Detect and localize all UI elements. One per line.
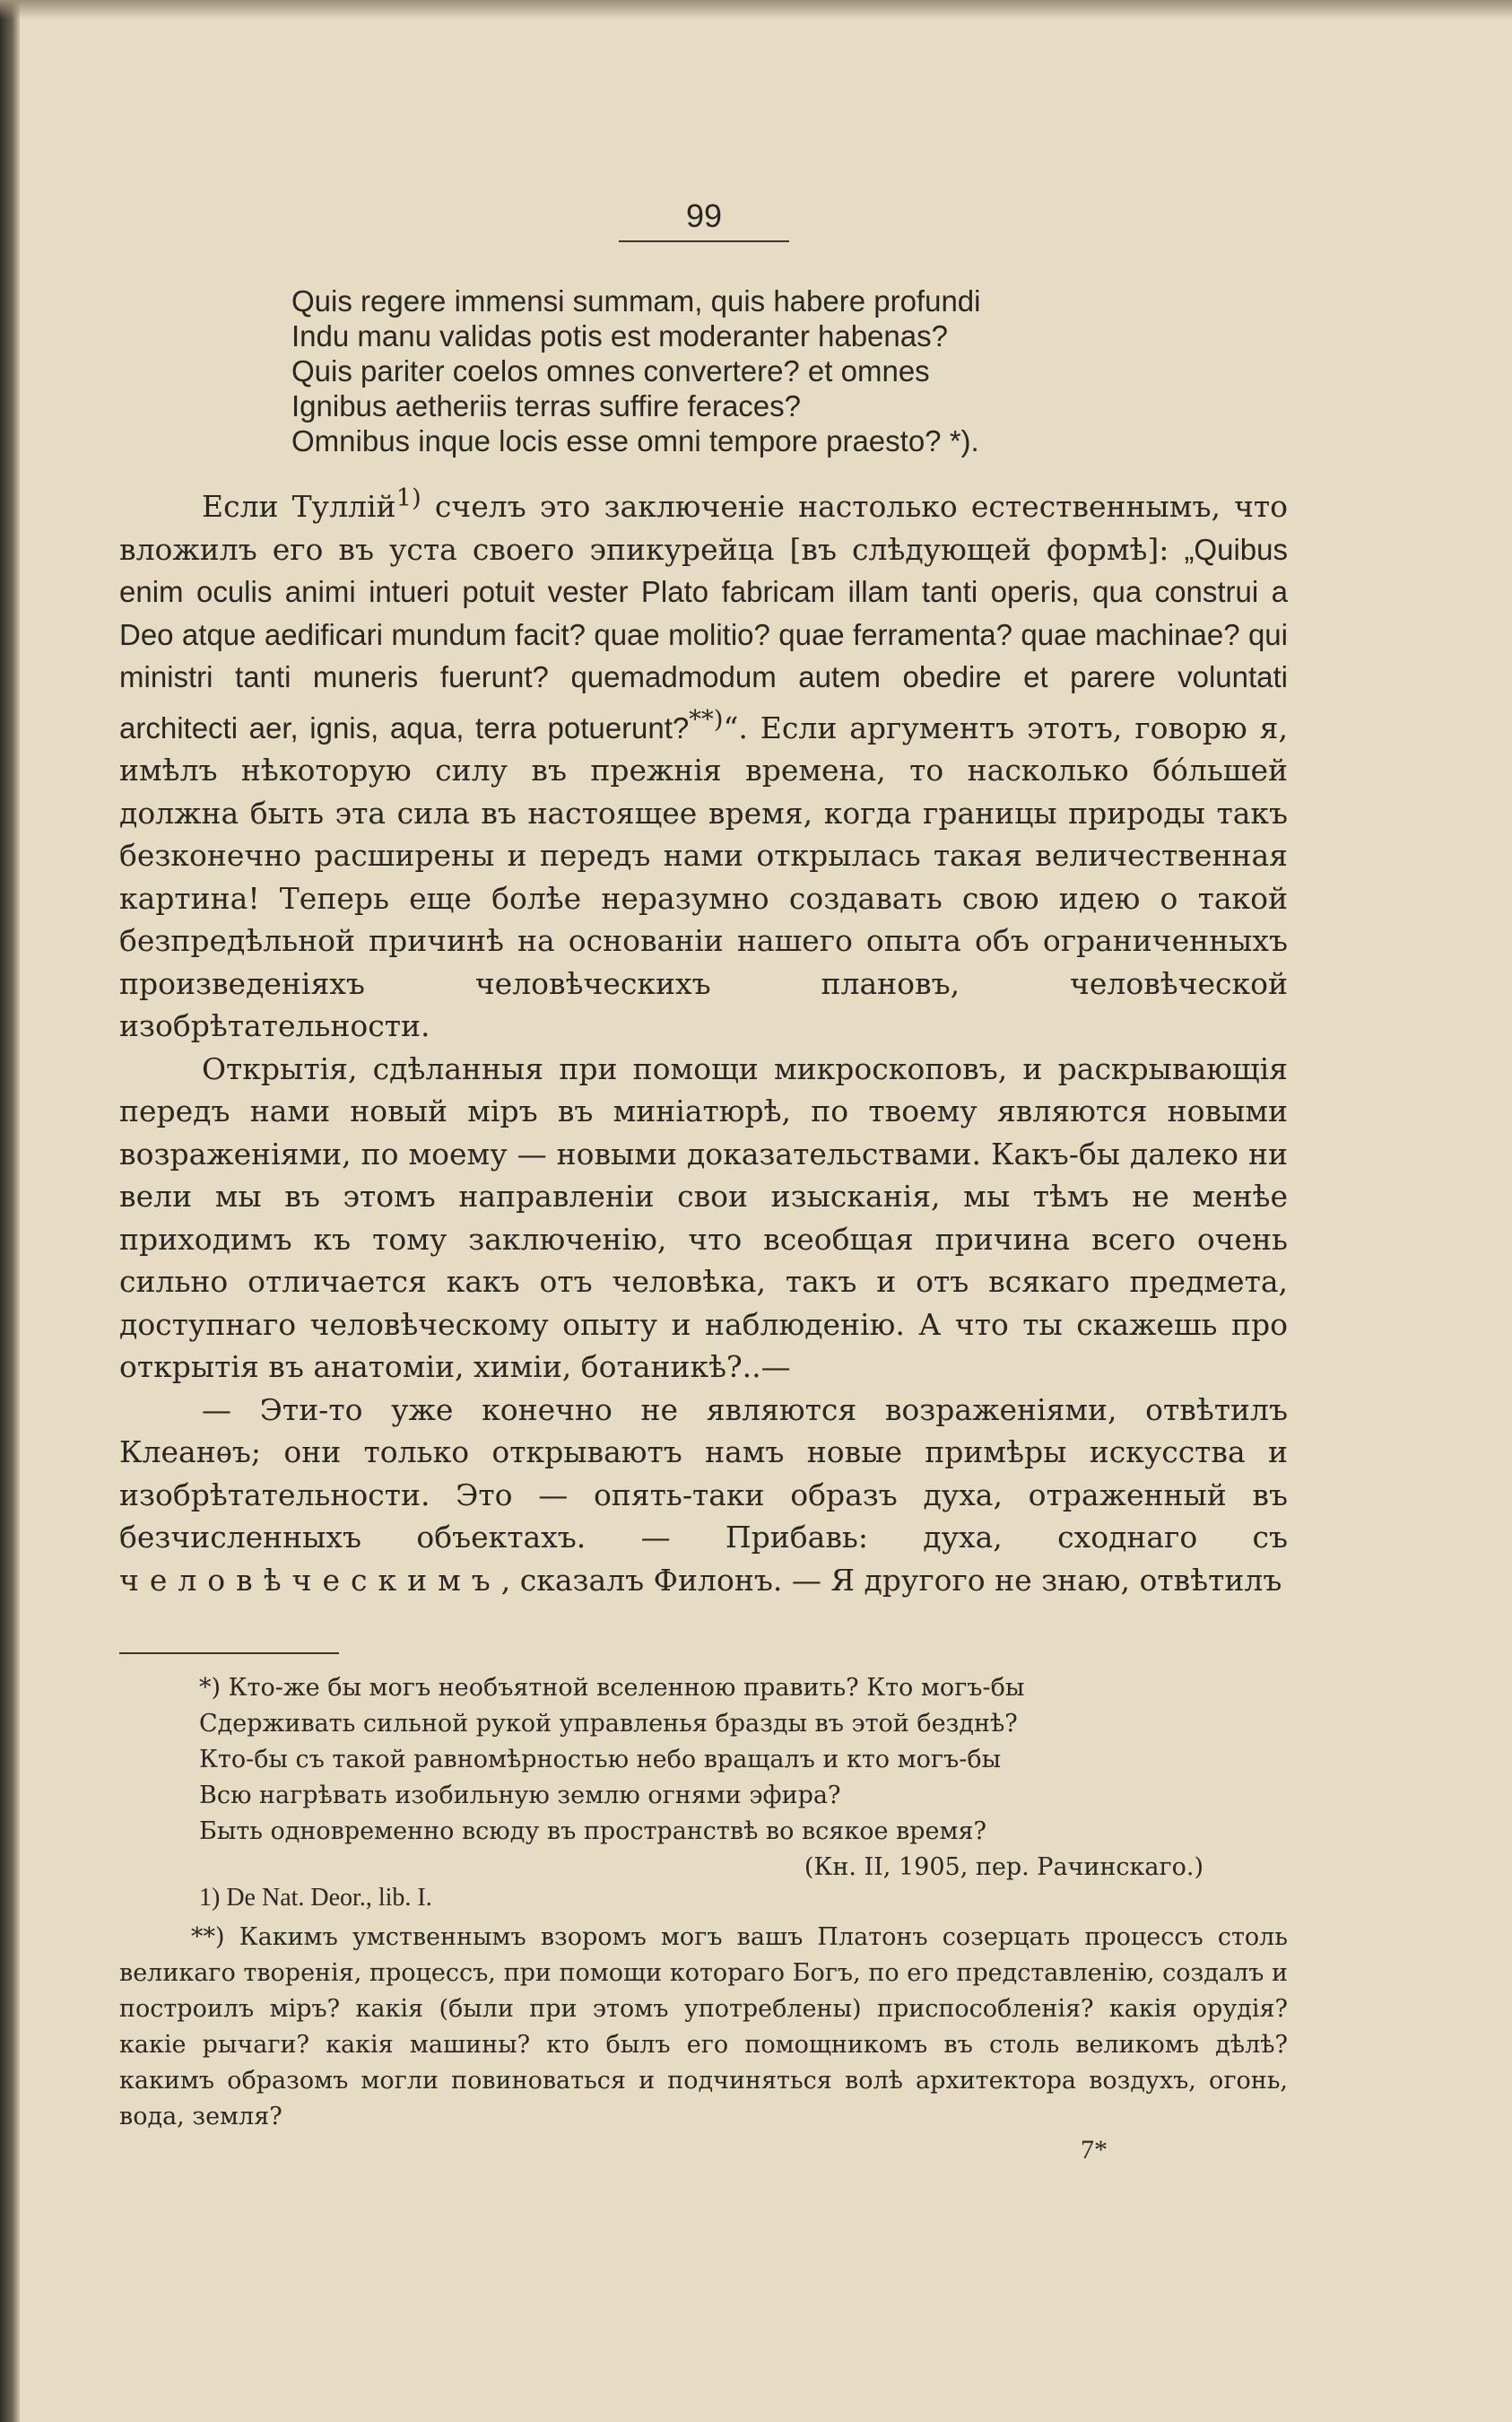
footnote-verse-line: Кто-бы съ такой равномѣрностью небо вращалъ и кто могъ-бы xyxy=(199,1746,1002,1773)
paragraph: Открытія, сдѣланныя при помощи микроскоповъ, и раскрывающія передъ нами новый міръ въ миніатюрѣ, по твоему являются новыми возраженіями, по моему — новыми доказательствами. Какъ-бы далеко ни вели мы въ этомъ направленіи свои изысканія, мы тѣмъ не менѣе приходимъ къ тому заключенію, что всеобщая причина всего очень сильно отличается какъ отъ человѣка, такъ и отъ всякаго предмета, доступнаго человѣческому опыту и наблюденію. А что ты скажешь про открытія въ анатоміи, химіи, ботаникѣ?..— xyxy=(119,1050,1288,1384)
verse-line: Omnibus inque locis esse omni tempore praesto? *). xyxy=(291,424,979,457)
verse-line: Quis regere immensi summam, quis habere profundi xyxy=(291,284,981,318)
footnote-prose xyxy=(119,1920,1288,2135)
verse-line: Ignibus aetheriis terras suffire feraces? xyxy=(291,389,802,423)
paragraph xyxy=(119,1389,1288,1602)
footnote-reference: 1) De Nat. Deor., lib. I. xyxy=(199,1884,432,1912)
signature-mark: 7* xyxy=(1081,2135,1108,2165)
body-text xyxy=(119,477,1288,1601)
latin-verse xyxy=(291,283,1188,458)
paragraph-text: Если Туллій xyxy=(202,489,396,524)
footnote-marker: **) xyxy=(689,704,724,734)
footnote-paragraph: **) Какимъ умственнымъ взоромъ могъ вашъ Платонъ созерцать процессъ столь великаго творенія, процессъ, при помощи котораго Богъ, по его представленію, создалъ и построилъ міръ? какія (были при этомъ употреблены) приспособленія? какія орудія? какіе рычаги? какія машины? кто былъ его помощникомъ въ столь великомъ дѣлѣ? какимъ образомъ могли повиноваться и подчиняться волѣ архитектора воздухъ, огонь, вода, земля? xyxy=(119,1923,1288,2130)
footnote-verse-line: Быть одновременно всюду въ пространствѣ во всякое время? xyxy=(199,1817,986,1845)
footnote-verse-line: Всю нагрѣвать изобильную землю огнями эфира? xyxy=(199,1782,841,1809)
footnote-verse-line: *) Кто-же бы могъ необъятной вселенною править? Кто могъ-бы xyxy=(199,1674,1025,1702)
paragraph-text: “. Если аргументъ этотъ, говорю я, имѣлъ нѣкоторую силу въ прежнія времена, то насколько бо́льшей должна быть эта сила въ настоящее время, когда границы природы такъ безконечно расширены и передъ нами открылась такая величественная картина! Теперь еще болѣе неразумно создавать свою идею о такой безпредѣльной причинѣ на основаніи нашего опыта объ ограниченныхъ произведеніяхъ человѣческихъ плановъ, человѣческой изобрѣтательности. xyxy=(119,710,1288,1043)
paragraph-text: , сказалъ Филонъ. — Я другого не знаю, отвѣтилъ xyxy=(500,1562,1282,1598)
footnote-separator xyxy=(119,1652,339,1654)
paragraph xyxy=(119,477,1288,1048)
spaced-emphasis: человѣческимъ xyxy=(119,1562,501,1598)
paragraph-text: — Эти-то уже конечно не являются возраженіями, отвѣтилъ Клеанѳъ; они только открываютъ намъ новые примѣры искусства и изобрѣтательности. Это — опять-таки образъ духа, отраженный въ безчисленныхъ объектахъ. — Прибавь: духа, сходнаго съ xyxy=(119,1391,1288,1555)
page-number: 99 xyxy=(685,197,723,234)
verse-line: Quis pariter coelos omnes convertere? et omnes xyxy=(291,354,930,388)
latin-quotation: „Quibus enim oculis animi intueri potuit vester Plato fabricam illam tanti operis, qua construi a Deo atque aedificari mundum facit? quae molitio? quae ferramenta? quae machinae? qui ministri tanti muneris fuerunt? quemadmodum autem obedire et parere voluntati architecti aer, ignis, aqua, terra potuerunt? xyxy=(119,532,1288,745)
footnote-attribution: (Кн. II, 1905, пер. Рачинскаго.) xyxy=(804,1853,1204,1881)
footnote-verse-line: Сдерживать сильной рукой управленья бразды въ этой безднѣ? xyxy=(199,1710,1018,1738)
footnote-marker: 1) xyxy=(395,484,421,512)
page-number-rule xyxy=(619,240,789,242)
verse-line: Indu manu validas potis est moderanter habenas? xyxy=(291,319,948,353)
footnote-verse xyxy=(199,1670,1230,1886)
paragraph-text: счелъ это заключеніе настолько естественнымъ, что вложилъ его въ уста своего эпикурейца [въ слѣдующей формѣ]: xyxy=(119,489,1289,567)
